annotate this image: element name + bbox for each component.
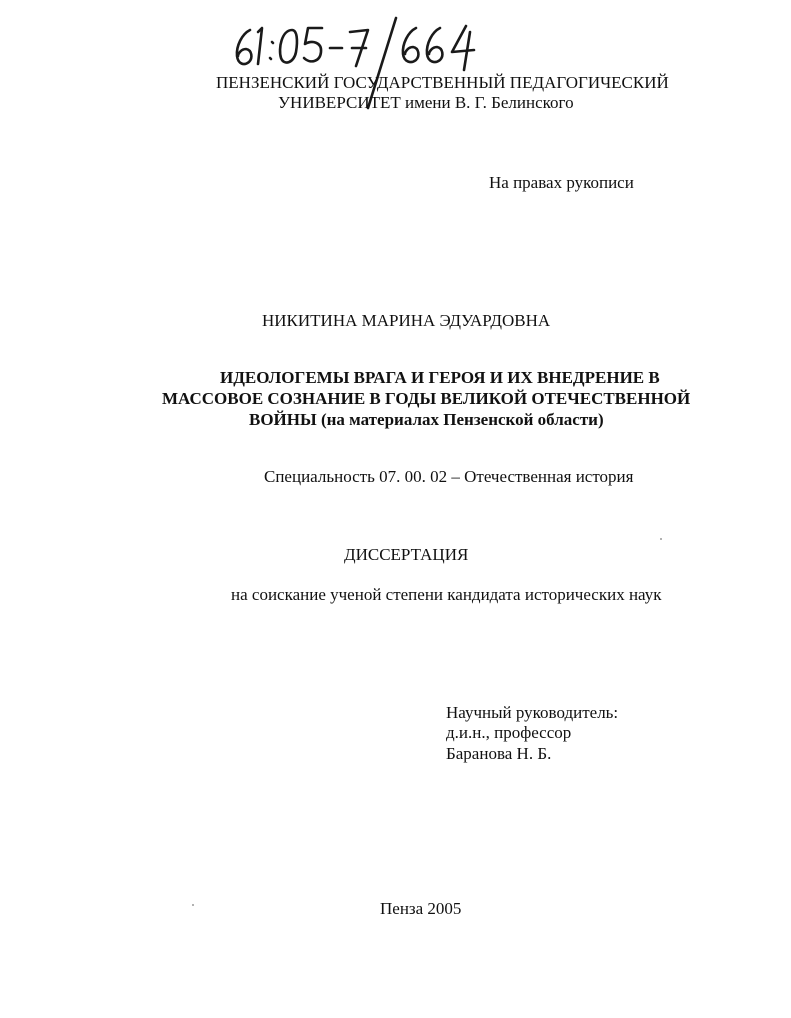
title-war-word: ВОЙНЫ bbox=[249, 410, 317, 429]
scan-speck bbox=[192, 904, 194, 906]
title-line-2: МАССОВОЕ СОЗНАНИЕ В ГОДЫ ВЕЛИКОЙ ОТЕЧЕСТВЕННОЙ bbox=[162, 389, 691, 408]
supervisor-name: Баранова Н. Б. bbox=[446, 744, 552, 763]
institution-line-1: ПЕНЗЕНСКИЙ ГОСУДАРСТВЕННЫЙ ПЕДАГОГИЧЕСКИЙ bbox=[216, 73, 669, 92]
degree-statement: на соискание ученой степени кандидата исторических наук bbox=[231, 585, 662, 604]
rights-note: На правах рукописи bbox=[489, 173, 634, 192]
city-year: Пенза 2005 bbox=[380, 899, 462, 918]
institution-university-word: УНИВЕРСИТЕТ bbox=[278, 93, 401, 112]
title-line-3 bbox=[249, 409, 604, 431]
institution-line-2 bbox=[278, 92, 574, 114]
scan-speck bbox=[660, 538, 662, 540]
specialty: Специальность 07. 00. 02 – Отечественная история bbox=[264, 467, 634, 486]
institution-named-after: имени В. Г. Белинского bbox=[405, 93, 574, 112]
title-line-1: ИДЕОЛОГЕМЫ ВРАГА И ГЕРОЯ И ИХ ВНЕДРЕНИЕ В bbox=[220, 368, 660, 387]
supervisor-label: Научный руководитель: bbox=[446, 703, 619, 722]
title-subtitle: (на материалах Пензенской области) bbox=[320, 410, 604, 429]
document-type: ДИССЕРТАЦИЯ bbox=[344, 545, 469, 564]
supervisor-degree: д.и.н., профессор bbox=[446, 723, 572, 742]
author-name: НИКИТИНА МАРИНА ЭДУАРДОВНА bbox=[262, 311, 551, 330]
